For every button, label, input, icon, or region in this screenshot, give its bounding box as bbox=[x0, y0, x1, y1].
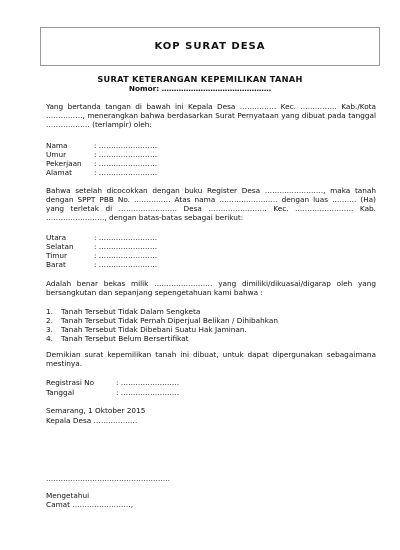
conditions-list bbox=[46, 307, 278, 343]
identity-row bbox=[46, 150, 157, 159]
document-number: Nomor: ……………………………………… bbox=[128, 84, 272, 93]
boundary-row bbox=[46, 242, 157, 251]
boundary-label: Selatan bbox=[46, 242, 74, 251]
boundary-row bbox=[46, 251, 157, 260]
letterhead-box bbox=[40, 27, 380, 66]
district-head-signatory: Camat ……………………, bbox=[46, 500, 134, 509]
identity-value: : …………………… bbox=[94, 159, 158, 168]
registration-label: Tanggal bbox=[46, 388, 75, 397]
registration-label: Registrasi No bbox=[46, 378, 95, 387]
identity-row bbox=[46, 141, 157, 150]
registration-row bbox=[46, 388, 179, 397]
identity-value: : …………………… bbox=[94, 141, 158, 150]
boundary-label: Barat bbox=[46, 260, 66, 269]
document-title: SURAT KETERANGAN KEPEMILIKAN TANAH bbox=[97, 74, 303, 84]
identity-value: : …………………… bbox=[94, 168, 158, 177]
list-item: 2. Tanah Tersebut Tidak Pernah Diperjual Belikan / Dihibahkan bbox=[46, 316, 278, 325]
verification-paragraph: Bahwa setelah dicocokkan dengan buku Register Desa ……………………, maka tanah dengan SPPT PBB No. …………… Atas nama …………………… dengan luas ………. (Ha) yang terletak di …………………… Desa …………………… Kec. …………………… Kab. ……………………, dengan batas-batas sebagai berikut: bbox=[46, 186, 376, 222]
statement-paragraph: Adalah benar bekas milik …………………… yang dimiliki/dikuasai/digarap oleh yang bersangkutan dan sepanjang sepengetahuan kami bahwa : bbox=[46, 279, 376, 297]
boundary-row bbox=[46, 233, 157, 242]
boundary-value: : …………………… bbox=[94, 233, 158, 242]
place-date: Semarang, 1 Oktober 2015 bbox=[46, 406, 146, 415]
identity-label: Pekerjaan bbox=[46, 159, 82, 168]
registration-value: : …………………… bbox=[116, 378, 180, 387]
closing-paragraph: Demikian surat kepemilikan tanah ini dibuat, untuk dapat dipergunakan sebagaimana mestinya. bbox=[46, 350, 376, 368]
signature-line: …………………………………………… bbox=[46, 474, 171, 483]
boundary-value: : …………………… bbox=[94, 260, 158, 269]
boundary-row bbox=[46, 260, 157, 269]
boundary-value: : …………………… bbox=[94, 242, 158, 251]
list-item: 3. Tanah Tersebut Tidak Dibebani Suatu Hak Jaminan. bbox=[46, 325, 247, 334]
identity-value: : …………………… bbox=[94, 150, 158, 159]
identity-row bbox=[46, 168, 157, 177]
boundary-label: Utara bbox=[46, 233, 67, 242]
identity-row bbox=[46, 159, 157, 168]
village-head-signatory: Kepala Desa ……………… bbox=[46, 416, 138, 425]
identity-label: Alamat bbox=[46, 168, 72, 177]
list-item: 4. Tanah Tersebut Belum Bersertifikat bbox=[46, 334, 189, 343]
boundary-value: : …………………… bbox=[94, 251, 158, 260]
boundary-label: Timur bbox=[46, 251, 67, 260]
identity-label: Umur bbox=[46, 150, 67, 159]
identity-label: Nama bbox=[46, 141, 68, 150]
registration-value: : …………………… bbox=[116, 388, 180, 397]
intro-paragraph: Yang bertanda tangan di bawah ini Kepala Desa …………… Kec. …………… Kab./Kota ……………, menerangkan bahwa berdasarkan Surat Pernyataan yang dibuat pada tanggal ……………… (terlampir) oleh: bbox=[46, 102, 376, 129]
list-item: 1. Tanah Tersebut Tidak Dalam Sengketa bbox=[46, 307, 201, 316]
acknowledgement-label: Mengetahui bbox=[46, 491, 90, 500]
registration-row bbox=[46, 378, 179, 387]
letterhead-title: KOP SURAT DESA bbox=[154, 41, 266, 52]
